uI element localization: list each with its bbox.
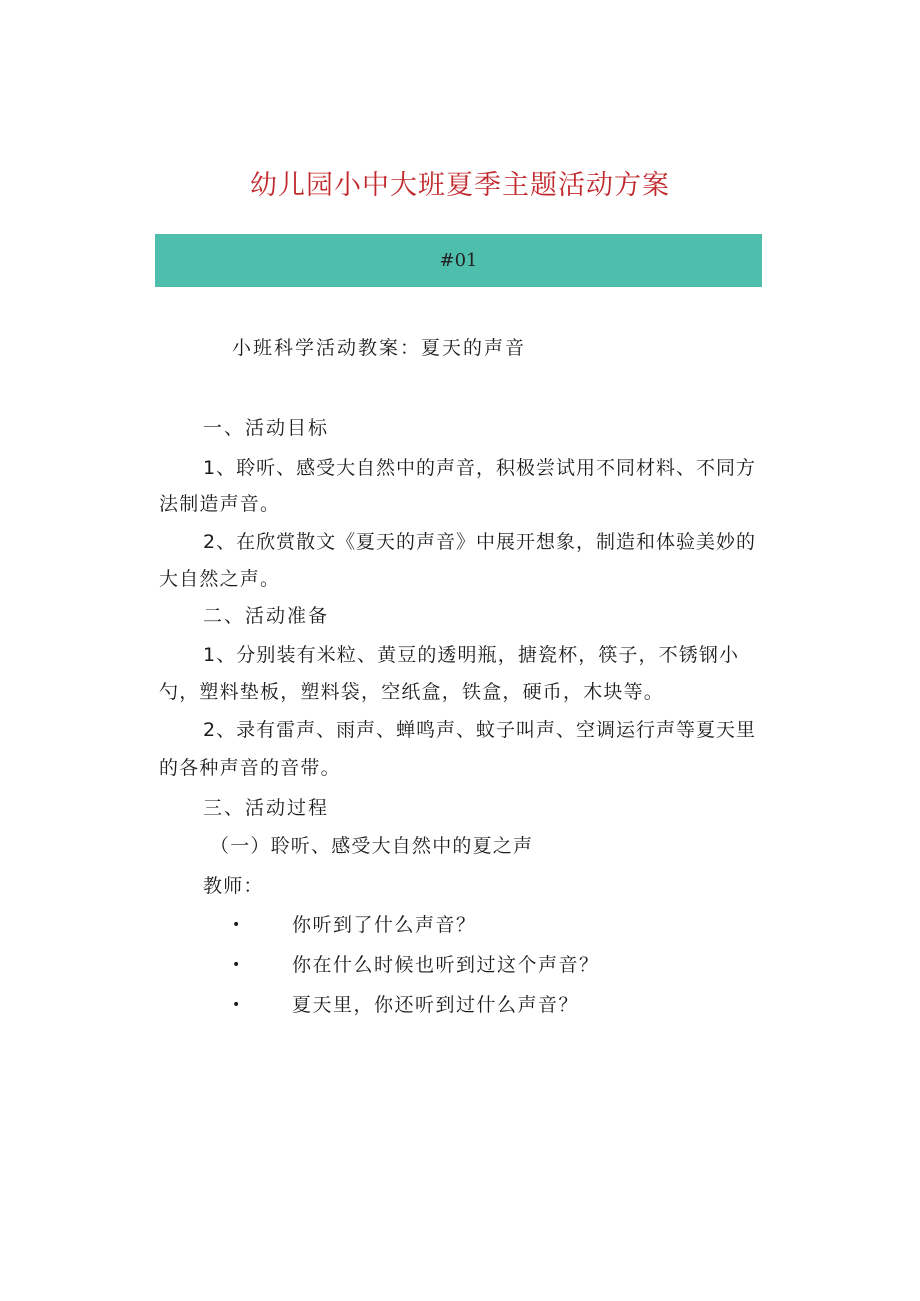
teacher-label: 教师：	[203, 875, 264, 897]
bullet-dot: •	[232, 957, 241, 973]
bullet-dot: •	[232, 997, 241, 1013]
process-subheading-1: （一）聆听、感受大自然中的夏之声	[210, 835, 534, 857]
question-item: 你在什么时候也听到过这个声音？	[292, 954, 600, 976]
prep-item-2-line-2: 的各种声音的音带。	[159, 757, 341, 779]
goal-item-1-line-1: 1、聆听、感受大自然中的声音，积极尝试用不同材料、不同方	[203, 457, 755, 479]
prep-heading: 二、活动准备	[203, 605, 330, 627]
goals-heading: 一、活动目标	[203, 417, 330, 439]
goal-item-2-line-1: 2、在欣赏散文《夏天的声音》中展开想象，制造和体验美妙的	[203, 531, 755, 553]
goal-item-1-line-2: 法制造声音。	[159, 493, 281, 515]
prep-item-1-line-1: 1、分别装有米粒、黄豆的透明瓶，搪瓷杯，筷子，不锈钢小	[203, 644, 738, 666]
lesson-subtitle: 小班科学活动教案：夏天的声音	[232, 337, 527, 359]
process-heading: 三、活动过程	[203, 797, 330, 819]
question-item: 夏天里，你还听到过什么声音？	[292, 994, 580, 1016]
goal-item-2-line-2: 大自然之声。	[159, 568, 281, 590]
question-item: 你听到了什么声音？	[292, 914, 477, 936]
bullet-dot: •	[232, 917, 241, 933]
document-title: 幼儿园小中大班夏季主题活动方案	[250, 170, 670, 201]
section-header-bar	[155, 234, 762, 287]
prep-item-1-line-2: 勺，塑料垫板，塑料袋，空纸盒，铁盒，硬币，木块等。	[159, 681, 665, 703]
section-label: #01	[439, 250, 478, 271]
prep-item-2-line-1: 2、录有雷声、雨声、蝉鸣声、蚊子叫声、空调运行声等夏天里	[203, 719, 755, 741]
